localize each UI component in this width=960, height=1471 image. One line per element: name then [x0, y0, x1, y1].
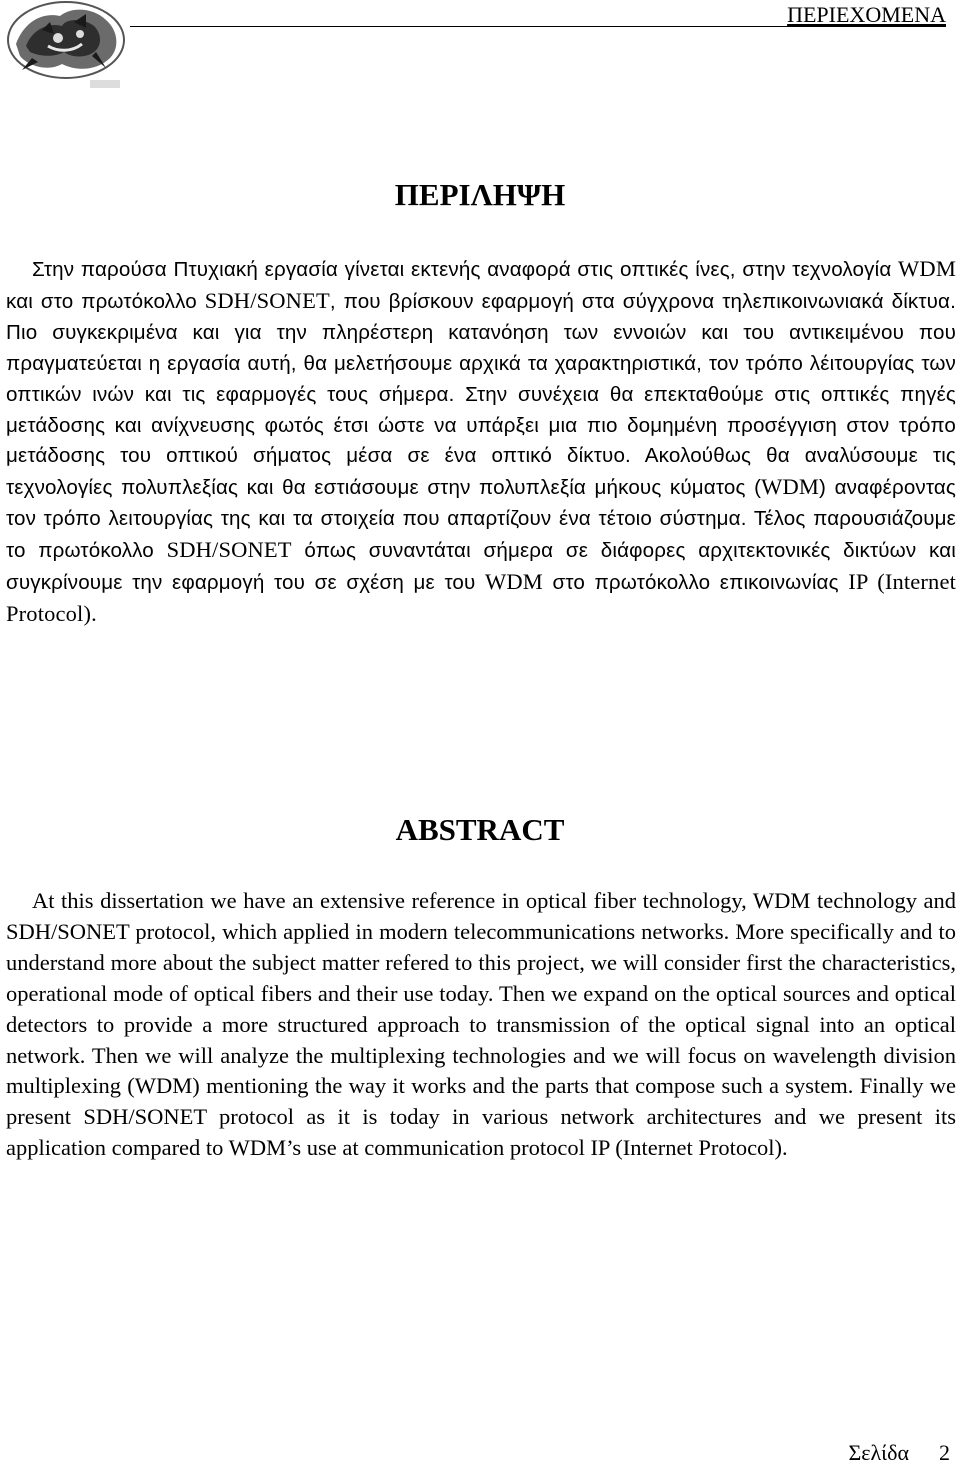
page-number: 2 — [939, 1440, 950, 1465]
summary-text: Στην παρούσα Πτυχιακή εργασία γίνεται εκτενής αναφορά στις οπτικές ίνες, στην τεχνολογία — [32, 258, 899, 281]
summary-text: όπως συναντάται σήμερα σε διάφορες αρχιτεκτονικές δικτύων και συγκρίνουμε την εφαρμογή του σε σχέση με του — [6, 539, 956, 595]
summary-term: WDM — [898, 256, 956, 281]
summary-term: WDM — [761, 474, 820, 500]
summary-term: IP (Internet Protocol) — [6, 569, 956, 626]
summary-term: WDM — [485, 569, 543, 595]
summary-title: ΠΕΡΙΛΗΨΗ — [394, 177, 566, 212]
page-label: Σελίδα — [848, 1440, 909, 1465]
summary-text: . — [91, 600, 97, 626]
summary-term: SDH/SONET — [166, 537, 292, 563]
summary-term: SDH/SONET — [204, 287, 330, 313]
abstract-title: ABSTRACT — [395, 812, 565, 847]
page-footer — [848, 1440, 950, 1466]
toc-link[interactable]: ΠΕΡΙΕΧΟΜΕΝΑ — [787, 2, 946, 27]
summary-text: και στο πρωτόκολλο — [6, 289, 205, 313]
university-seal-icon — [2, 0, 130, 96]
header-divider — [130, 26, 946, 27]
summary-text: ) αναφέροντας τον τρόπο λειτουργίας της και τα στοιχεία που απαρτίζουν ένα τέτοιο σύστημα. Τέλος παρουσιάζουμε το πρωτόκολλο — [6, 476, 957, 563]
summary-paragraph — [6, 254, 956, 631]
abstract-paragraph: At this dissertation we have an extensive reference in optical fiber technology, WDM technology and SDH/SONET protocol, which applied in modern telecommunications networks. More specifically and to understand more about the subject matter refered to this project, we will consider first the characteristics, operational mode of optical fibers and their use today. Then we expand on the optical sources and optical detectors to provide a more structured approach to transmission of the optical signal into an optical network. Then we will analyze the multiplexing technologies and we will focus on wavelength division multiplexing (WDM) mentioning the way it works and the parts that compose such a system. Finally we present SDH/SONET protocol as it is today in various network architectures and we present its application compared to WDM’s use at communication protocol IP (Internet Protocol). — [6, 888, 956, 1161]
summary-text: , που βρίσκουν εφαρμογή στα σύγχρονα τηλεπικοινωνιακά δίκτυα. Πιο συγκεκριμένα και για την πληρέστερη κατανόηση των εννοιών και του αντικειμένου που πραγματεύεται η εργασία αυτή, θα μελετήσουμε αρχικά τα χαρακτηριστικά, τον τρόπο λέιτουργίας των οπτικών ινών και τις εφαρμογές τους σήμερα. Στην συνέχεια θα επεκταθούμε στις οπτικές πηγές μετάδοσης και ανίχνευσης φωτός έτσι ώστε να υπάρξει μια πιο δομημένη προσέγγιση στον τρόπο μετάδοσης του οπτικού σήματος μέσα σε ένα οπτικό δίκτυο. Ακολούθως θα αναλύσουμε τις τεχνολογίες πολυπλεξίας και θα εστιάσουμε στην πολυπλεξία μήκους κύματος ( — [6, 289, 956, 500]
summary-text: στο πρωτόκολλο επικοινωνίας — [542, 571, 849, 595]
